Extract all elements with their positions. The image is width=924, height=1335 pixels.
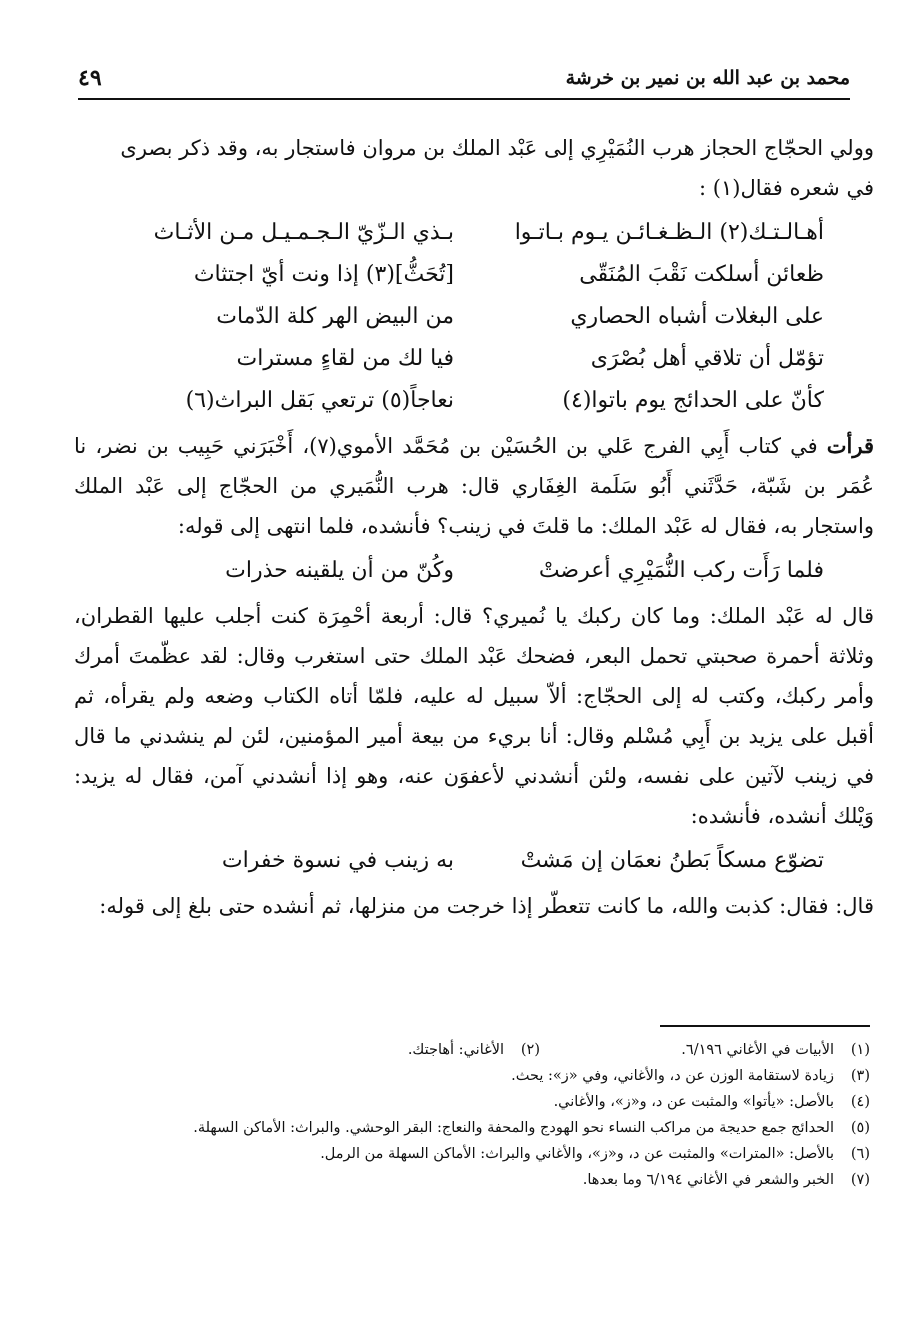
footnote-number: (٤): [850, 1094, 870, 1110]
footnote-2: [210, 1037, 540, 1063]
paragraph-4: قال: فقال: كذبت والله، ما كانت تتعطّر إذا خرجت من منزلها، ثم أنشده حتى بلغ إلى قوله:: [99, 894, 874, 918]
paragraph-2-lead-word: قرأت: [826, 433, 874, 458]
footnote-divider: [660, 1025, 870, 1027]
footnote-text: بالأصل: «المترات» والمثبت عن د، و«ز»، والأغاني والبراث: الأماكن السهلة من الرمل.: [320, 1146, 834, 1162]
page-number: ٤٩: [78, 65, 102, 91]
verse: [74, 550, 874, 592]
verse-first-hemistich: ظعائن أسلكت نَقْبَ المُنَقّى: [579, 262, 824, 287]
footnote-text: زيادة لاستقامة الوزن عن د، والأغاني، وفي «ز»: يحث.: [511, 1068, 834, 1084]
footnote-row: [78, 1037, 870, 1063]
running-title: محمد بن عبد الله بن نمير بن خرشة: [565, 67, 850, 89]
poem-2: [74, 550, 874, 592]
verse-first-hemistich: تضوّع مسكاً بَطنُ نعمَان إن مَشتْ: [520, 848, 824, 873]
poem-1: [74, 212, 874, 422]
paragraph-1-line-2: في شعره فقال(١) :: [699, 176, 874, 200]
paragraph-3: قال له عَبْد الملك: وما كان ركبك يا نُميري؟ قال: أربعة أحْمِرَة كنت أجلب عليها القطران، وثلاثة أحمرة صحبتي تحمل البعر، فضحك عَبْد الملك حتى استغرب وقال: لقد عظّمتَ أمرك وأمر ركبك، وكتب له إلى الحجّاج: ألاّ سبيل له عليه، فلمّا أتاه الكتاب وضعه ولم يقرأه، ثم أقبل على يزيد بن أَبِي مُسْلم وقال: أنا بريء من بيعة أمير المؤمنين، لئن لم ينشدني ما قال في زينب لآتين على نفسه، ولئن أنشدني لأعفوَن عنه، وهو إذا أنشدني آمن، فقال له يزيد: وَيْلك أنشده، فأنشده:: [74, 604, 874, 828]
paragraph-2-text: في كتاب أَبِي الفرج عَلي بن الحُسَيْن بن مُحَمَّد الأموي(٧)، أَخْبَرَني حَبِيب بن نضر، نا عُمَر بن شَبّة، حَدَّثَني أَبُو سَلَمة الغِفَاري قال: هرب النُّمَيري من الحجّاج إلى عَبْد الملك واستجار به، فقال له عَبْد الملك: ما قلتَ في زينب؟ فأنشده، فلما انتهى إلى قوله:: [74, 434, 874, 538]
footnote-text: الخبر والشعر في الأغاني ٦/١٩٤ وما بعدها.: [582, 1172, 834, 1188]
verse: [74, 254, 874, 296]
footnote-3: [78, 1063, 870, 1089]
verse-second-hemistich: بـذي الـزّيّ الـجـمـيـل مـن الأثـاث: [153, 220, 454, 245]
footnote-1: [540, 1037, 870, 1063]
poem-3: [74, 840, 874, 882]
footnote-number: (١): [850, 1042, 870, 1058]
page-header: [78, 58, 850, 100]
verse: [74, 296, 874, 338]
verse: [74, 840, 874, 882]
footnote-number: (٧): [850, 1172, 870, 1188]
footnote-number: (٦): [850, 1146, 870, 1162]
paragraph-2: [74, 426, 874, 546]
footnote-text: بالأصل: «يأتوا» والمثبت عن د، و«ز»، والأغاني.: [553, 1094, 834, 1110]
footnote-text: الأبيات في الأغاني ٦/١٩٦.: [681, 1042, 834, 1058]
paragraph-1: [74, 128, 874, 208]
verse: [74, 380, 874, 422]
footnote-number: (٢): [520, 1042, 540, 1058]
verse: [74, 212, 874, 254]
verse-first-hemistich: تؤمّل أن تلاقي أهل بُصْرَى: [590, 346, 824, 371]
footnote-6: [78, 1141, 870, 1167]
footnote-5: [78, 1115, 870, 1141]
main-text: [74, 128, 874, 926]
footnotes: [78, 1025, 870, 1193]
verse: [74, 338, 874, 380]
paragraph-1-line-1: وولي الحجّاج الحجاز هرب النُمَيْرِي إلى عَبْد الملك بن مروان فاستجار به، وقد ذكر بصرى: [120, 136, 874, 160]
footnote-text: الأغاني: أهاجتك.: [407, 1042, 504, 1058]
verse-second-hemistich: فيا لك من لقاءٍ مسترات: [236, 346, 454, 371]
footnote-text: الحدائج جمع حديجة من مراكب النساء نحو الهودج والمحفة والنعاج: البقر الوحشي. والبراث: الأماكن السهلة.: [193, 1120, 834, 1136]
verse-first-hemistich: على البغلات أشباه الحصاري: [570, 304, 824, 329]
footnote-number: (٣): [850, 1068, 870, 1084]
footnote-4: [78, 1089, 870, 1115]
verse-first-hemistich: فلما رَأَت ركب النُّمَيْرِي أعرضتْ: [538, 558, 824, 583]
verse-second-hemistich: وكُنّ من أن يلقينه حذرات: [225, 558, 454, 583]
verse-second-hemistich: نعاجاً(٥) ترتعي بَقل البراث(٦): [185, 388, 454, 413]
verse-first-hemistich: أهـالـتـك(٢) الـظـغـائـن يـوم بـاتـوا: [514, 220, 824, 245]
verse-second-hemistich: من البيض الهر كلة الدّمات: [216, 304, 454, 329]
verse-second-hemistich: [تُحَثُّ](٣) إذا ونت أيّ اجتثاث: [193, 262, 454, 287]
footnote-7: [78, 1167, 870, 1193]
footnote-number: (٥): [850, 1120, 870, 1136]
verse-first-hemistich: كأنّ على الحدائج يوم باتوا(٤): [562, 388, 824, 413]
verse-second-hemistich: به زينب في نسوة خفرات: [221, 848, 454, 873]
